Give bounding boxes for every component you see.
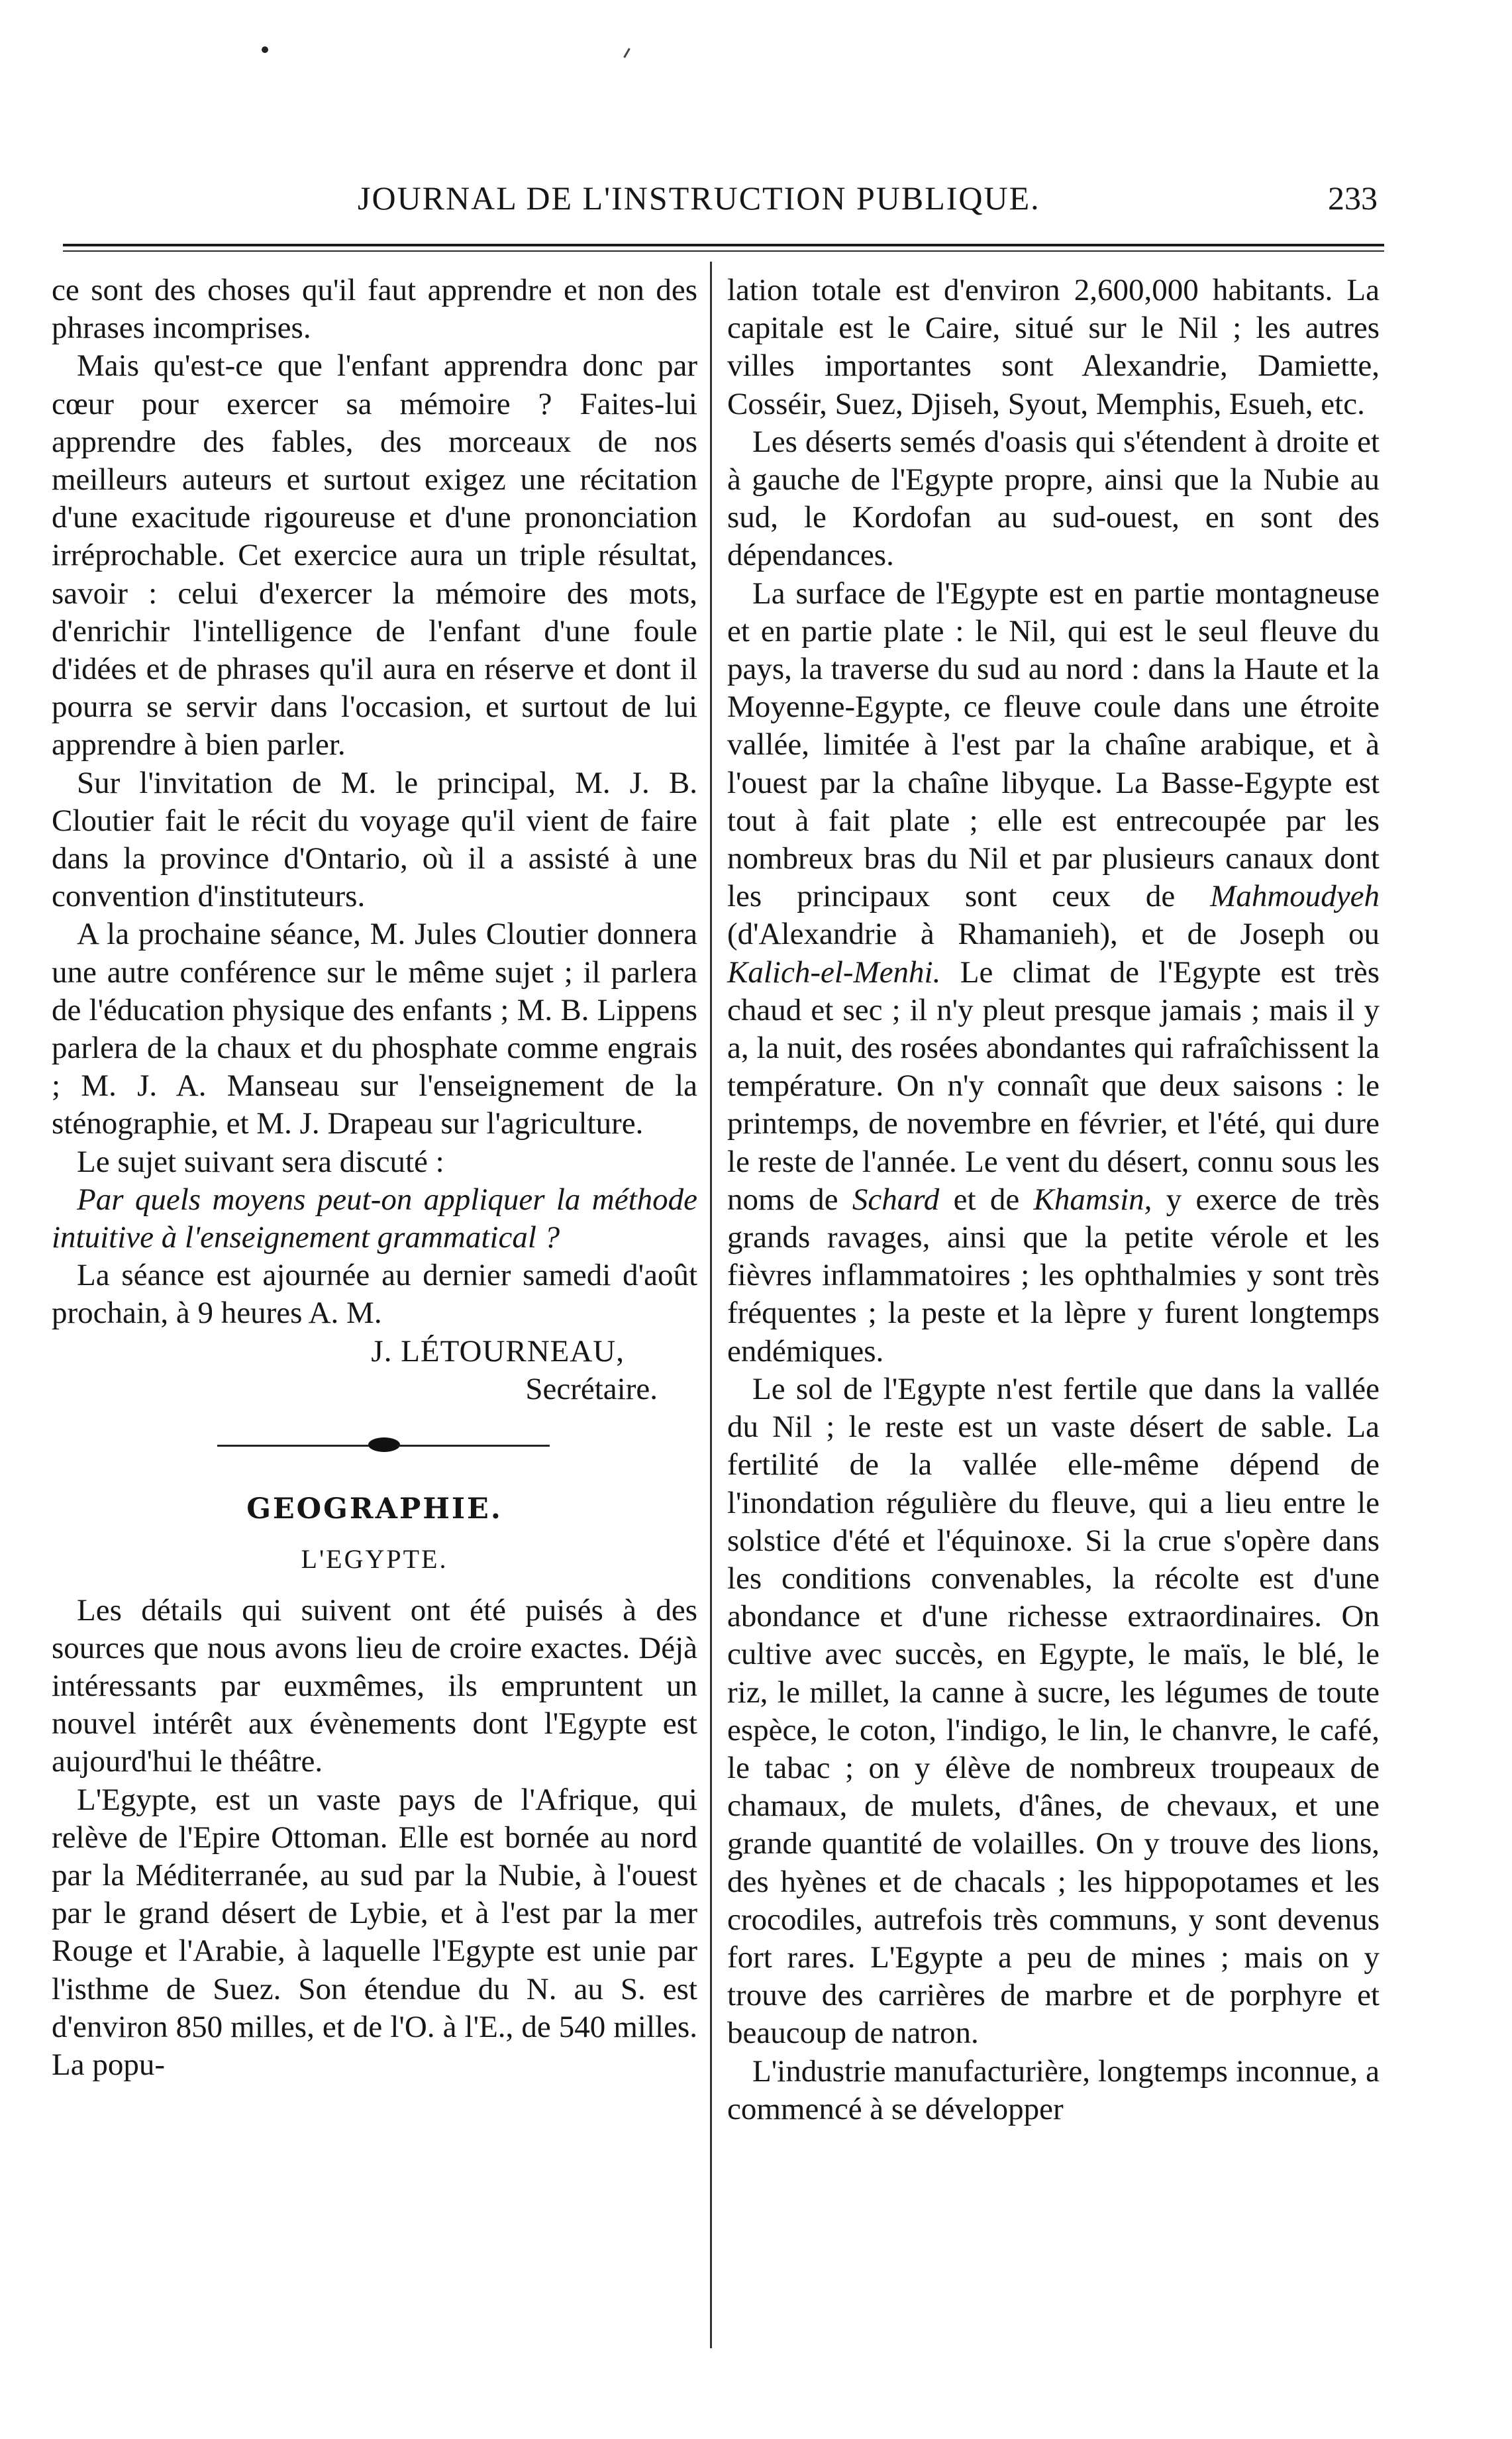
discussion-topic: Par quels moyens peut-on appliquer la méthode intuitive à l'enseignement grammatical ? [52, 1182, 697, 1255]
ornament-line [217, 1445, 370, 1447]
paragraph: Sur l'invitation de M. le principal, M. J. B. Cloutier fait le récit du voyage qu'il vient de faire dans la province d'Ontario, où il a assisté à une convention d'instituteurs. [52, 765, 697, 914]
wind-name: Schard [852, 1182, 940, 1217]
paragraph: A la prochaine séance, M. Jules Cloutier donnera une autre conférence sur le même sujet ; il parlera de l'éducation physique des enfants ; M. B. Lippens parlera de la chaux et du phosphate comme engrais ; M. J. A. Manseau sur l'enseignement de la sténographie, et M. J. Drapeau sur l'agriculture. [52, 917, 697, 1141]
text-run: Le climat de l'Egypte est très chaud et sec ; il n'y pleut presque jamais ; mais il y a, la nuit, des rosées abondantes qui rafraîchissent la température. On n'y connaît que deux saisons : le printemps, de novembre en février, et l'été, qui dure le reste de l'année. Le vent du désert, connu sous les noms de [727, 955, 1380, 1217]
paragraph: L'industrie manufacturière, longtemps inconnue, a commencé à se développer [727, 2053, 1380, 2126]
article-title: L'EGYPTE. [301, 1544, 448, 1575]
page-header [358, 179, 1378, 232]
paragraph [727, 575, 1380, 1371]
header-rule [63, 244, 1384, 246]
signature-role: Secrétaire. [525, 1371, 658, 1406]
page-number: 233 [1328, 180, 1378, 217]
header-rule-thin [63, 250, 1384, 252]
ornament-line [397, 1445, 550, 1447]
canal-name: Mahmoudyeh [1210, 879, 1380, 914]
ink-mark [623, 48, 630, 58]
paragraph: La séance est ajournée au dernier samedi d'août prochain, à 9 heures A. M. [52, 1258, 697, 1331]
text-run: y exerce de très grands ravages, ainsi que la petite vérole et les fièvres inflammatoires ; les ophthalmies y sont très fréquentes ; la peste et la lèpre y furent longtemps endémiques. [727, 1182, 1380, 1369]
text-run: La surface de l'Egypte est en partie montagneuse et en partie plate : le Nil, qui est le seul fleuve du pays, la traverse du sud au nord : dans la Haute et la Moyenne-Egypte, ce fleuve coule dans une étroite vallée, limitée à l'est par la chaîne arabique, et à l'ouest par la chaîne libyque. La Basse-Egypte est tout à fait plate ; elle est entrecoupée par les nombreux bras du Nil et par plusieurs canaux dont les principaux sont ceux de [727, 576, 1380, 914]
left-column [52, 272, 697, 2084]
paragraph: Le sujet suivant sera discuté : [77, 1144, 444, 1179]
section-ornament [52, 1408, 697, 1481]
paragraph: Mais qu'est-ce que l'enfant apprendra donc par cœur pour exercer sa mémoire ? Faites-lui apprendre des fables, des morceaux de nos meilleurs auteurs et surtout exigez une récitation d'une exacitude rigoureuse et d'une prononciation irréprochable. Cet exercice aura un triple résultat, savoir : celui d'exercer la mémoire des mots, d'enrichir l'intelligence de l'enfant d'une foule d'idées et de phrases qu'il aura en réserve et dont il pourra se servir dans l'occasion, et surtout de lui apprendre à bien parler. [52, 348, 697, 762]
right-column [727, 272, 1380, 2128]
running-title: JOURNAL DE L'INSTRUCTION PUBLIQUE. [358, 180, 1040, 217]
paragraph: Les détails qui suivent ont été puisés à des sources que nous avons lieu de croire exactes. Déjà intéressants par euxmêmes, ils empruntent un nouvel intérêt aux évènements dont l'Egypte est aujourd'hui le théâtre. [52, 1592, 697, 1779]
section-heading: GEOGRAPHIE. [246, 1492, 503, 1526]
canal-name: Kalich-el-Menhi. [727, 955, 941, 990]
ink-dot [262, 46, 268, 53]
paragraph: ce sont des choses qu'il faut apprendre et non des phrases incomprises. [52, 273, 697, 346]
ornament-dot [368, 1437, 400, 1452]
wind-name: Khamsin, [1033, 1182, 1152, 1217]
signature-name: J. LÉTOURNEAU, [371, 1333, 625, 1369]
column-divider [710, 262, 712, 2348]
paragraph: lation totale est d'environ 2,600,000 habitants. La capitale est le Caire, situé sur le Nil ; les autres villes importantes sont Alexandrie, Damiette, Cosséir, Suez, Djiseh, Syout, Memphis, Esueh, etc. [727, 273, 1380, 421]
paragraph: Le sol de l'Egypte n'est fertile que dans la vallée du Nil ; le reste est un vaste désert de sable. La fertilité de la vallée elle-même dépend de l'inondation régulière du fleuve, qui a lieu entre le solstice d'été et l'équinoxe. Si la crue s'opère dans les conditions convenables, la récolte est d'une abondance et d'une richesse extraordinaires. On cultive avec succès, en Egypte, le maïs, le blé, le riz, le millet, la canne à sucre, les légumes de toute espèce, le coton, l'indigo, le lin, le chanvre, le café, le tabac ; on y élève de nombreux troupeaux de chamaux, de mulets, d'ânes, de chevaux, et une grande quantité de volailles. On y trouve des lions, des hyènes et de chacals ; les hippopotames et les crocodiles, autrefois très communs, y sont devenus fort rares. L'Egypte a peu de mines ; mais on y trouve des carrières de marbre et de porphyre et beaucoup de natron. [727, 1371, 1380, 2051]
paragraph: L'Egypte, est un vaste pays de l'Afrique, qui relève de l'Epire Ottoman. Elle est bornée au nord par la Méditerranée, au sud par la Nubie, à l'ouest par le grand désert de Lybie, et à l'est par la mer Rouge et l'Arabie, à laquelle l'Egypte est unie par l'isthme de Suez. Son étendue du N. au S. est d'environ 850 milles, et de l'O. à l'E., de 540 milles. La popu- [52, 1782, 697, 2082]
text-run: (d'Alexandrie à Rhamanieh), et de Joseph ou [727, 917, 1380, 952]
text-run: et de [939, 1182, 1034, 1217]
paragraph: Les déserts semés d'oasis qui s'étendent à droite et à gauche de l'Egypte propre, ainsi que la Nubie au sud, le Kordofan au sud-ouest, en sont des dépendances. [727, 424, 1380, 573]
